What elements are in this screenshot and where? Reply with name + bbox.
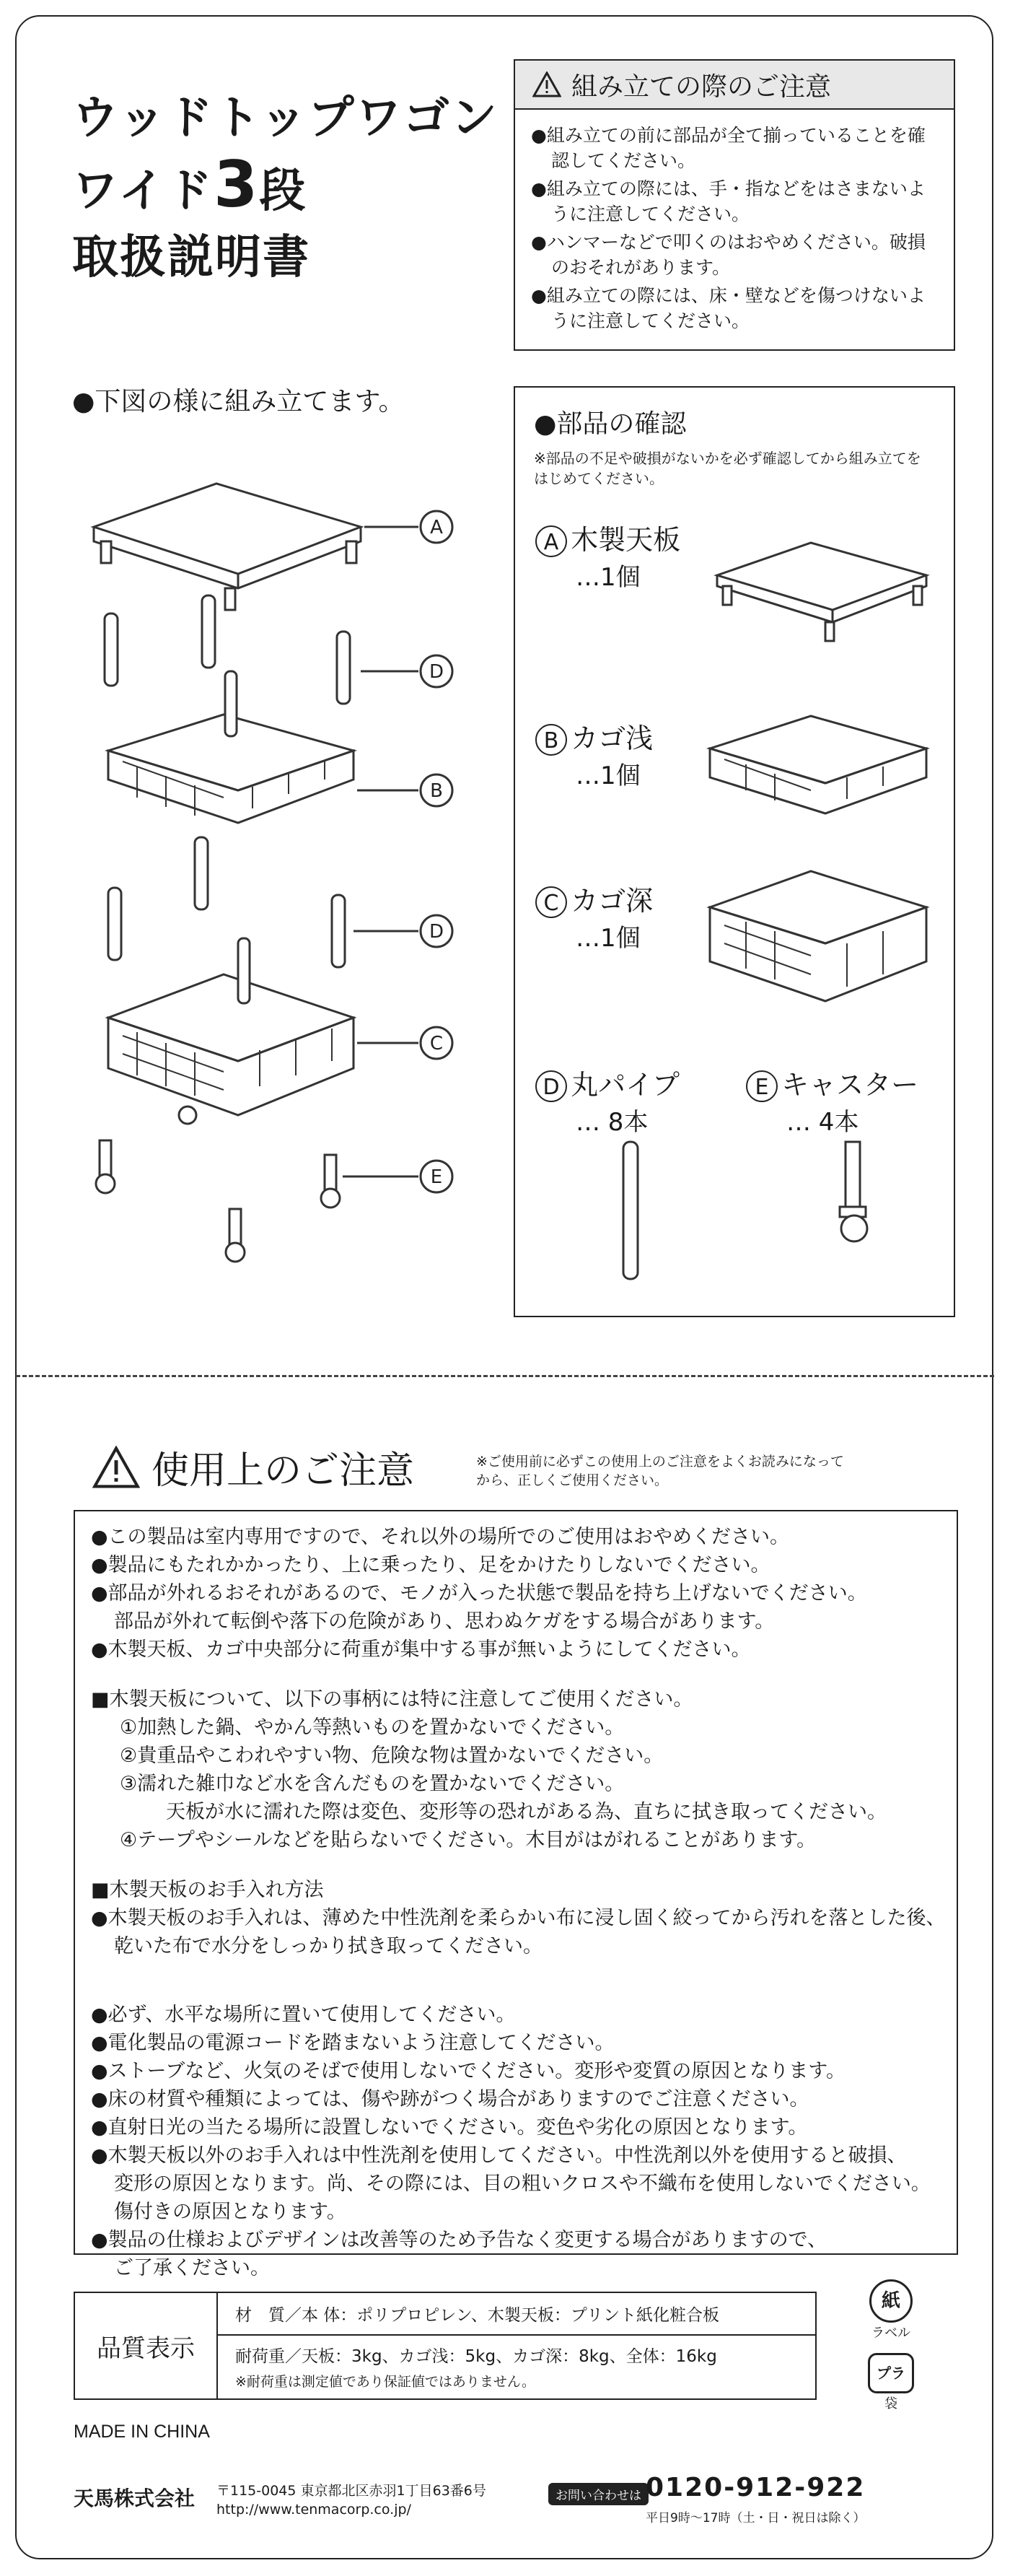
usage-line: ●部品が外れるおそれがあるので、モノが入った状態で製品を持ち上げないでください。 xyxy=(91,1582,867,1604)
part-e-name: キャスター xyxy=(781,1069,919,1101)
diagram-label-e: E xyxy=(430,1166,443,1188)
assembly-caution-box xyxy=(514,59,955,351)
list-item: ●組み立ての際には、床・壁などを傷つけないように注意してください。 xyxy=(531,285,926,331)
usage-line: ●ストーブなど、火気のそばで使用しないでください。変形や変質の原因となります。 xyxy=(91,2060,846,2082)
usage-subnote: ※ご使用前に必ずこの使用上のご注意をよくお読みになってから、正しくご使用ください。 xyxy=(476,1454,844,1488)
title-line-3: 取扱説明書 xyxy=(72,231,310,284)
quality-load-note: ※耐荷重は測定値であり保証値ではありません。 xyxy=(235,2374,536,2391)
part-d-letter: D xyxy=(535,1070,567,1102)
part-b-count: …1個 xyxy=(576,761,641,790)
usage-line: ●直射日光の当たる場所に設置しないでください。変色や劣化の原因となります。 xyxy=(91,2116,808,2139)
part-e-illustration xyxy=(825,1138,883,1246)
parts-note: ※部品の不足や破損がないかを必ず確認してから組み立てをはじめてください。 xyxy=(534,450,921,487)
assembly-diagram xyxy=(72,433,476,1328)
usage-subheading: ■木製天板のお手入れ方法 xyxy=(91,1879,324,1901)
part-a-count: …1個 xyxy=(576,563,641,592)
warning-icon xyxy=(92,1446,140,1489)
usage-line: ②貴重品やこわれやすい物、危険な物は置かないでください。 xyxy=(120,1745,664,1767)
shallow-basket-illustration xyxy=(108,671,354,823)
part-d-illustration xyxy=(616,1138,645,1283)
usage-title: 使用上のご注意 xyxy=(152,1449,415,1493)
business-hours: 平日9時～17時（土・日・祝日は除く） xyxy=(646,2511,866,2525)
part-c-letter: C xyxy=(535,886,567,918)
part-d-count: … 8本 xyxy=(576,1108,649,1137)
usage-line: ●製品にもたれかかったり、上に乗ったり、足をかけたりしないでください。 xyxy=(91,1554,770,1576)
part-e xyxy=(746,1062,918,1138)
quality-label-table xyxy=(74,2292,817,2400)
company-address: 〒115-0045 東京都北区赤羽1丁目63番6号 xyxy=(216,2483,486,2499)
company-url[interactable]: http://www.tenmacorp.co.jp/ xyxy=(216,2502,411,2518)
part-a xyxy=(535,518,680,593)
assembly-caution-title: 組み立ての際のご注意 xyxy=(571,71,832,102)
part-c-illustration xyxy=(703,860,934,1012)
part-a-illustration xyxy=(710,525,934,655)
phone-number[interactable]: 0120-912-922 xyxy=(646,2473,866,2502)
usage-line: ①加熱した鍋、やかん等熱いものを置かないでください。 xyxy=(120,1716,625,1739)
list-item: ●ハンマーなどで叩くのはおやめください。破損のおそれがあります。 xyxy=(531,232,926,278)
part-e-letter: E xyxy=(746,1070,778,1102)
diagram-label-b: B xyxy=(430,780,443,802)
parts-check-box xyxy=(514,386,955,1317)
part-b-illustration xyxy=(703,705,934,821)
assembly-caution-header xyxy=(515,61,954,110)
usage-line: ●床の材質や種類によっては、傷や跡がつく場合がありますのでご注意ください。 xyxy=(91,2088,809,2110)
usage-line: ●製品の仕様およびデザインは改善等のため予告なく変更する場合がありますので、 xyxy=(91,2229,827,2251)
assembly-caution-list xyxy=(515,110,954,333)
pipes-lower xyxy=(108,837,345,967)
usage-line: 部品が外れて転倒や落下の危険があり、思わぬケガをする場合があります。 xyxy=(114,1610,775,1633)
quality-label: 品質表示 xyxy=(74,2292,217,2399)
tabletop-illustration xyxy=(94,484,361,610)
warning-icon xyxy=(532,71,561,97)
part-a-letter: A xyxy=(535,525,567,557)
part-d-name: 丸パイプ xyxy=(571,1069,680,1101)
quality-load-cell xyxy=(217,2335,816,2399)
usage-body xyxy=(74,1510,958,2279)
part-c-name: カゴ深 xyxy=(571,885,654,917)
usage-subheading: ■木製天板について、以下の事柄には特に注意してご使用ください。 xyxy=(91,1688,693,1711)
diagram-label-a: A xyxy=(430,517,443,538)
usage-header xyxy=(92,1440,414,1494)
title-line-1: ウッドトップワゴン xyxy=(72,92,499,145)
usage-line: ●この製品は室内専用ですので、それ以外の場所でのご使用はおやめください。 xyxy=(91,1526,790,1548)
paper-recycle-icon: 紙 xyxy=(869,2279,913,2323)
usage-line: 変形の原因となります。尚、その際には、目の粗いクロスや不織布を使用しないでください。 xyxy=(114,2173,931,2195)
plastic-recycle-icon: プラ xyxy=(868,2353,914,2393)
cut-line xyxy=(16,1375,994,1377)
usage-line: 傷付きの原因となります。 xyxy=(114,2201,346,2223)
list-item: ●組み立ての際には、手・指などをはさまないように注意してください。 xyxy=(531,178,926,224)
quality-load: 耐荷重／天板：3kg、カゴ浅：5kg、カゴ深：8kg、全体：16kg xyxy=(235,2347,717,2367)
part-a-name: 木製天板 xyxy=(571,524,681,556)
title-line-2: ワイド3段 xyxy=(72,147,307,222)
diagram-label-c: C xyxy=(429,1033,444,1055)
part-b-letter: B xyxy=(535,724,567,756)
origin-text: MADE IN CHINA xyxy=(74,2422,210,2442)
usage-line: 乾いた布で水分をしっかり拭き取ってください。 xyxy=(114,1935,543,1957)
usage-line: ④テープやシールなどを貼らないでください。木目がはがれることがあります。 xyxy=(120,1829,817,1851)
usage-line: ●木製天板以外のお手入れは中性洗剤を使用してください。中性洗剤以外を使用すると破損、 xyxy=(91,2144,907,2167)
casters-illustration xyxy=(96,1140,340,1262)
usage-line: 天板が水に濡れた際は変色、変形等の恐れがある為、直ちに拭き取ってください。 xyxy=(166,1801,887,1823)
usage-line: ●木製天板のお手入れは、薄めた中性洗剤を柔らかい布に浸し固く絞ってから汚れを落とした後、 xyxy=(91,1907,946,1929)
part-e-count: … 4本 xyxy=(786,1108,859,1137)
contact-badge: お問い合わせは xyxy=(548,2483,649,2505)
part-d xyxy=(535,1062,680,1138)
plastic-recycle-label: 袋 xyxy=(884,2396,897,2411)
usage-line: ③濡れた雑巾など水を含んだものを置かないでください。 xyxy=(120,1773,625,1795)
usage-line: ●木製天板、カゴ中央部分に荷重が集中する事が無いようにしてください。 xyxy=(91,1638,751,1661)
deep-basket-illustration xyxy=(108,938,354,1124)
diagram-heading: ●下図の様に組み立てます。 xyxy=(72,387,405,416)
document-title xyxy=(72,85,499,291)
usage-line: ●必ず、水平な場所に置いて使用してください。 xyxy=(91,2004,516,2026)
list-item: ●組み立ての前に部品が全て揃っていることを確認してください。 xyxy=(531,125,926,171)
usage-line: ご了承ください。 xyxy=(114,2257,270,2279)
part-b-name: カゴ浅 xyxy=(571,722,654,754)
part-c-count: …1個 xyxy=(576,924,641,953)
diagram-label-d-lower: D xyxy=(429,921,444,943)
parts-heading: ●部品の確認 xyxy=(534,409,687,439)
plastic-recycle-mark xyxy=(862,2353,920,2412)
part-c xyxy=(535,878,653,953)
paper-recycle-label: ラベル xyxy=(871,2326,910,2341)
company-name: 天馬株式会社 xyxy=(74,2487,196,2510)
part-b xyxy=(535,716,653,791)
diagram-label-d-upper: D xyxy=(429,661,444,683)
paper-recycle-mark xyxy=(862,2279,920,2341)
usage-line: ●電化製品の電源コードを踏まないよう注意してください。 xyxy=(91,2032,615,2054)
quality-material: 材 質／本 体：ポリプロピレン、木製天板：プリント紙化粧合板 xyxy=(217,2292,816,2335)
